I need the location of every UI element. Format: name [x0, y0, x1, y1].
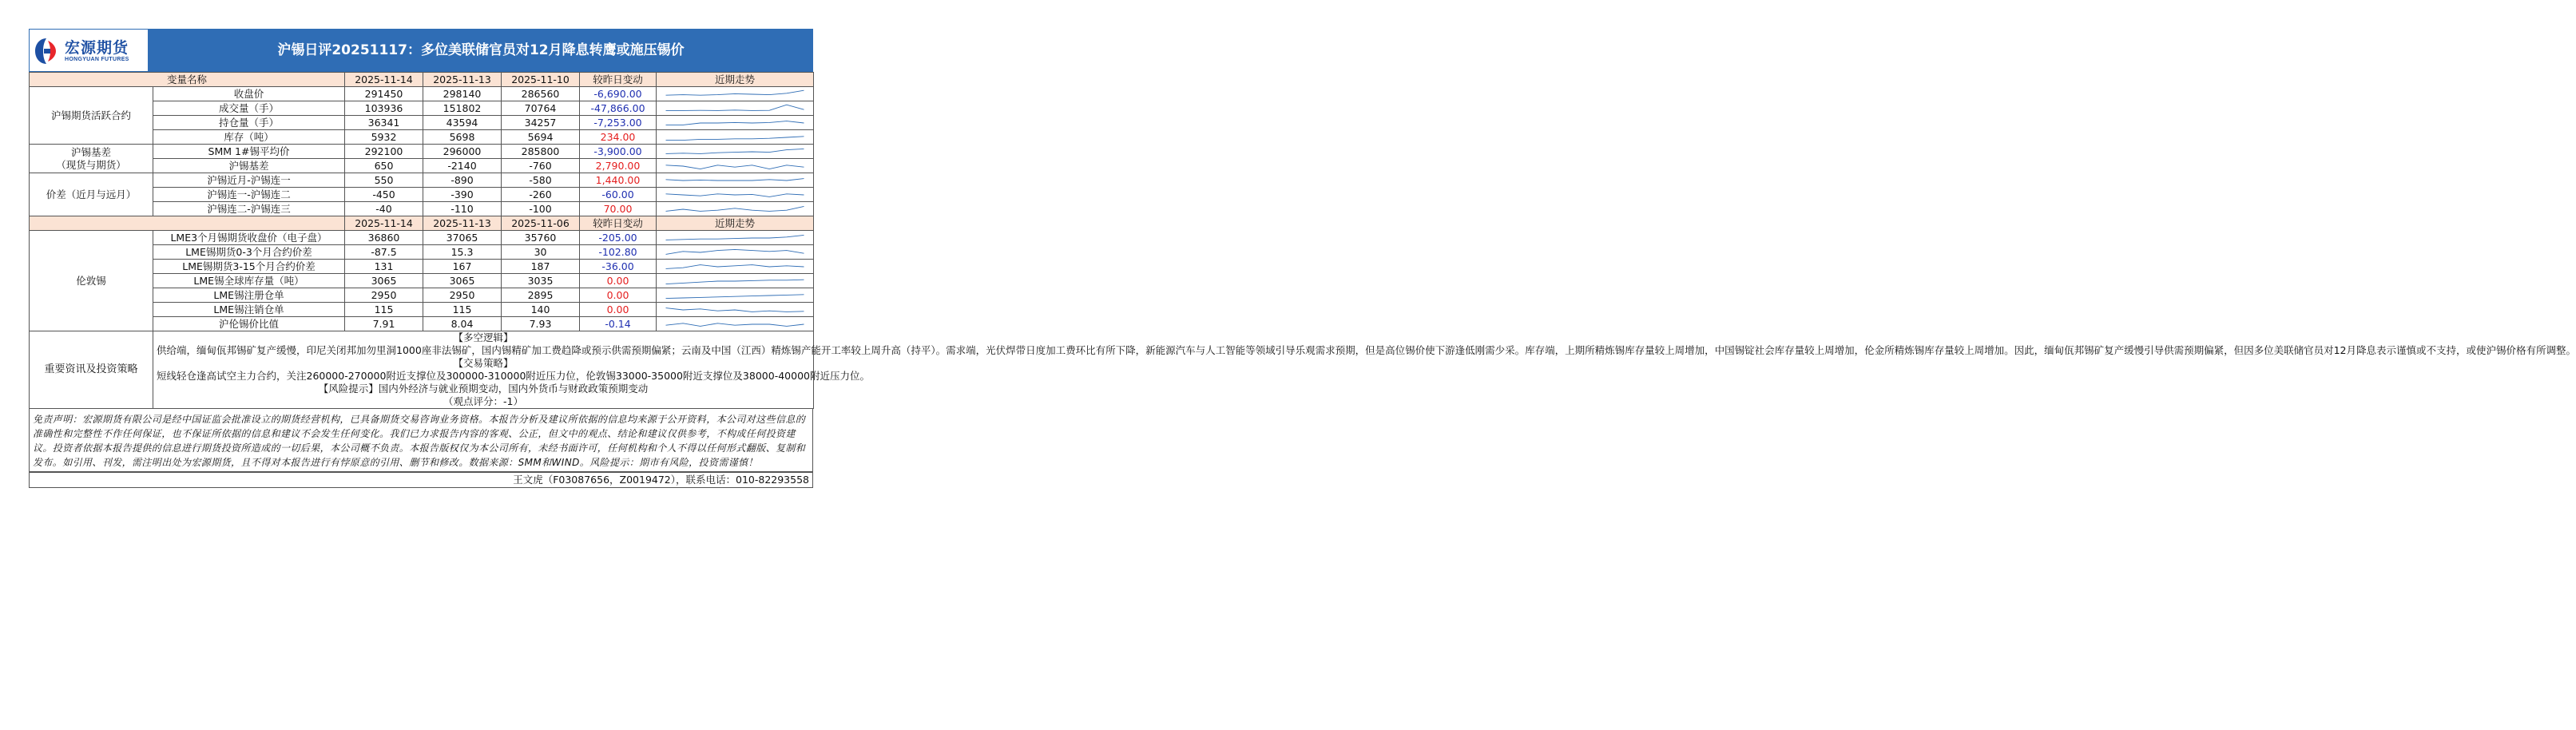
- trend-sparkline: [657, 188, 814, 202]
- data-table-body: [30, 73, 2576, 409]
- value-cell: 8.04: [423, 317, 502, 331]
- column-header-variable: [30, 216, 345, 231]
- sparkline-chart: [660, 304, 810, 316]
- value-cell: -580: [502, 173, 580, 188]
- strategy-line: 短线轻仓逢高试空主力合约，关注260000-270000附近支撑位及300000-310000附近压力位，伦敦锡33000-35000附近支撑位及38000-40000附近压力位。: [157, 370, 870, 382]
- trend-sparkline: [657, 317, 814, 331]
- row-label: 沪锡近月-沪锡连一: [153, 173, 345, 188]
- sparkline-chart: [660, 145, 810, 158]
- value-cell: 36341: [345, 116, 423, 130]
- value-cell: -760: [502, 159, 580, 173]
- sparkline-line: [666, 249, 804, 254]
- value-cell: 103936: [345, 101, 423, 116]
- trend-sparkline: [657, 173, 814, 188]
- column-header: 近期走势: [657, 216, 814, 231]
- value-cell: 2895: [502, 288, 580, 303]
- value-cell: 5932: [345, 130, 423, 145]
- sparkline-chart: [660, 289, 810, 302]
- value-cell: 167: [423, 260, 502, 274]
- change-cell: 1,440.00: [580, 173, 657, 188]
- sparkline-chart: [660, 174, 810, 187]
- trend-sparkline: [657, 288, 814, 303]
- sparkline-chart: [660, 275, 810, 288]
- table-row: [30, 173, 814, 188]
- report-header: [29, 29, 813, 72]
- sparkline-line: [666, 294, 804, 298]
- value-cell: 36860: [345, 231, 423, 245]
- trend-sparkline: [657, 101, 814, 116]
- value-cell: -2140: [423, 159, 502, 173]
- sparkline-line: [666, 149, 804, 153]
- row-label: 成交量（手）: [153, 101, 345, 116]
- value-cell: 3035: [502, 274, 580, 288]
- value-cell: 298140: [423, 87, 502, 101]
- value-cell: -390: [423, 188, 502, 202]
- value-cell: 5694: [502, 130, 580, 145]
- value-cell: 140: [502, 303, 580, 317]
- disclaimer: 免责声明：宏源期货有限公司是经中国证监会批准设立的期货经营机构，已具备期货交易咨询业务资格。本报告分析及建议所依据的信息均来源于公开资料，本公司对这些信息的准确性和完整性不作任何保证，也不保证所依据的信息和建议不会发生任何变化。我们已力求报告内容的客观、公正，但文中的观点、结论和建议仅供参考，不构成任何投资建议。投资者依据本报告提供的信息进行期货投资所造成的一切后果，本公司概不负责。本报告版权仅为本公司所有，未经书面许可，任何机构和个人不得以任何形式翻版、复制和发布。如引用、刊发，需注明出处为宏源期货，且不得对本报告进行有悖原意的引用、删节和修改。数据来源：SMM和WIND。风险提示：期市有风险，投资需谨慎！: [29, 409, 813, 472]
- sparkline-line: [666, 178, 804, 180]
- value-cell: 187: [502, 260, 580, 274]
- value-cell: 34257: [502, 116, 580, 130]
- hongyuan-logo-icon: [34, 38, 58, 65]
- value-cell: 35760: [502, 231, 580, 245]
- sparkline-chart: [660, 117, 810, 129]
- group-label-london: 伦敦锡: [30, 231, 153, 331]
- value-cell: -890: [423, 173, 502, 188]
- logo-text-cn: 宏源期货: [65, 39, 129, 57]
- sparkline-line: [666, 105, 804, 110]
- column-header: 2025-11-06: [502, 216, 580, 231]
- trend-sparkline: [657, 159, 814, 173]
- sparkline-line: [666, 323, 804, 326]
- row-label: 沪锡基差: [153, 159, 345, 173]
- row-label: 沪锡连二-沪锡连三: [153, 202, 345, 216]
- row-label: LME3个月锡期货收盘价（电子盘）: [153, 231, 345, 245]
- report-sheet: [29, 29, 2576, 488]
- sparkline-line: [666, 280, 804, 284]
- trend-sparkline: [657, 130, 814, 145]
- value-cell: 115: [345, 303, 423, 317]
- change-cell: 234.00: [580, 130, 657, 145]
- sparkline-line: [666, 307, 804, 311]
- change-cell: 0.00: [580, 274, 657, 288]
- table-row: [30, 87, 814, 101]
- trend-sparkline: [657, 303, 814, 317]
- sparkline-line: [666, 193, 804, 196]
- trend-sparkline: [657, 87, 814, 101]
- section-header-row: [30, 216, 814, 231]
- value-cell: 550: [345, 173, 423, 188]
- group-label-active: 沪锡期货活跃合约: [30, 87, 153, 145]
- sparkline-line: [666, 206, 804, 211]
- value-cell: 291450: [345, 87, 423, 101]
- value-cell: 7.91: [345, 317, 423, 331]
- sparkline-line: [666, 136, 804, 140]
- data-table: [29, 72, 2576, 409]
- sparkline-chart: [660, 318, 810, 331]
- trend-sparkline: [657, 145, 814, 159]
- value-cell: 2950: [345, 288, 423, 303]
- sparkline-chart: [660, 102, 810, 115]
- strategy-line: 供给端，缅甸佤邦锡矿复产缓慢，印尼关闭邦加勿里洞1000座非法锡矿，国内锡精矿加工费趋降或预示供需预期偏紧；云南及中国（江西）精炼锡产能开工率较上周升高（持平）。需求端，光伏焊带日度加工费环比有所下降，新能源汽车与人工智能等领域引导乐观需求预期，但是高位锡价使下游逢低刚需少采。库存端，上期所精炼锡库存量较上周增加，中国锡锭社会库存量较上周增加，伦金所精炼锡库存量较上周增加。因此，缅甸佤邦锡矿复产缓慢引导供需预期偏紧，但因多位美联储官员对12月降息表示谨慎或不支持，或使沪锡价格有所调整。: [157, 344, 2576, 356]
- row-label: LME锡注销仓单: [153, 303, 345, 317]
- value-cell: -260: [502, 188, 580, 202]
- value-cell: 37065: [423, 231, 502, 245]
- trend-sparkline: [657, 260, 814, 274]
- value-cell: 3065: [345, 274, 423, 288]
- sparkline-chart: [660, 188, 810, 201]
- sparkline-chart: [660, 131, 810, 144]
- row-label: 沪伦锡价比值: [153, 317, 345, 331]
- trend-sparkline: [657, 274, 814, 288]
- strategy-line: 【交易策略】: [453, 357, 514, 369]
- change-cell: -7,253.00: [580, 116, 657, 130]
- column-header: 较昨日变动: [580, 216, 657, 231]
- column-header: 2025-11-14: [345, 73, 423, 87]
- group-label-basis: 沪锡基差 （现货与期货）: [30, 145, 153, 173]
- column-header: 近期走势: [657, 73, 814, 87]
- sparkline-chart: [660, 246, 810, 259]
- sparkline-chart: [660, 203, 810, 216]
- strategy-content: [153, 331, 2576, 409]
- value-cell: 292100: [345, 145, 423, 159]
- change-cell: 2,790.00: [580, 159, 657, 173]
- change-cell: -47,866.00: [580, 101, 657, 116]
- value-cell: 7.93: [502, 317, 580, 331]
- sparkline-line: [666, 235, 804, 240]
- change-cell: 70.00: [580, 202, 657, 216]
- sparkline-chart: [660, 232, 810, 244]
- change-cell: -36.00: [580, 260, 657, 274]
- sparkline-line: [666, 90, 804, 95]
- row-label: LME锡期货0-3个月合约价差: [153, 245, 345, 260]
- value-cell: 3065: [423, 274, 502, 288]
- row-label: LME锡期货3-15个月合约价差: [153, 260, 345, 274]
- value-cell: -40: [345, 202, 423, 216]
- row-label: LME锡全球库存量（吨）: [153, 274, 345, 288]
- row-label: SMM 1#锡平均价: [153, 145, 345, 159]
- value-cell: 15.3: [423, 245, 502, 260]
- change-cell: 0.00: [580, 303, 657, 317]
- value-cell: 30: [502, 245, 580, 260]
- change-cell: -3,900.00: [580, 145, 657, 159]
- sparkline-line: [666, 165, 804, 169]
- change-cell: -102.80: [580, 245, 657, 260]
- value-cell: 650: [345, 159, 423, 173]
- sparkline-line: [666, 121, 804, 125]
- row-label: 沪锡连一-沪锡连二: [153, 188, 345, 202]
- strategy-label: 重要资讯及投资策略: [30, 331, 153, 409]
- strategy-line: 【风险提示】国内外经济与就业预期变动，国内外货币与财政政策预期变动: [318, 383, 649, 395]
- value-cell: 131: [345, 260, 423, 274]
- change-cell: 0.00: [580, 288, 657, 303]
- sparkline-chart: [660, 88, 810, 101]
- value-cell: 5698: [423, 130, 502, 145]
- change-cell: -0.14: [580, 317, 657, 331]
- analyst-contact: 王文虎（F03087656，Z0019472），联系电话：010-82293558: [29, 472, 813, 488]
- change-cell: -6,690.00: [580, 87, 657, 101]
- value-cell: -110: [423, 202, 502, 216]
- trend-sparkline: [657, 116, 814, 130]
- value-cell: 2950: [423, 288, 502, 303]
- value-cell: 115: [423, 303, 502, 317]
- value-cell: -100: [502, 202, 580, 216]
- company-logo: [29, 29, 149, 72]
- strategy-line: 【多空逻辑】: [453, 331, 514, 343]
- strategy-line: （观点评分：-1）: [443, 395, 523, 407]
- column-header: 2025-11-14: [345, 216, 423, 231]
- trend-sparkline: [657, 202, 814, 216]
- value-cell: 286560: [502, 87, 580, 101]
- column-header: 较昨日变动: [580, 73, 657, 87]
- trend-sparkline: [657, 245, 814, 260]
- value-cell: 285800: [502, 145, 580, 159]
- column-header-variable: 变量名称: [30, 73, 345, 87]
- column-header: 2025-11-10: [502, 73, 580, 87]
- row-label: 收盘价: [153, 87, 345, 101]
- sparkline-chart: [660, 260, 810, 273]
- sparkline-chart: [660, 160, 810, 173]
- sparkline-line: [666, 264, 804, 268]
- value-cell: -87.5: [345, 245, 423, 260]
- row-label: LME锡注册仓单: [153, 288, 345, 303]
- report-title: 沪锡日评20251117：多位美联储官员对12月降息转鹰或施压锡价: [277, 42, 685, 58]
- value-cell: 151802: [423, 101, 502, 116]
- value-cell: -450: [345, 188, 423, 202]
- section-header-row: [30, 73, 814, 87]
- change-cell: -60.00: [580, 188, 657, 202]
- group-label-spread: 价差（近月与远月）: [30, 173, 153, 216]
- value-cell: 296000: [423, 145, 502, 159]
- strategy-row: [30, 331, 814, 409]
- column-header: 2025-11-13: [423, 216, 502, 231]
- value-cell: 43594: [423, 116, 502, 130]
- logo-text-en: HONGYUAN FUTURES: [65, 57, 129, 62]
- table-row: [30, 145, 814, 159]
- value-cell: 70764: [502, 101, 580, 116]
- row-label: 库存（吨）: [153, 130, 345, 145]
- column-header: 2025-11-13: [423, 73, 502, 87]
- row-label: 持仓量（手）: [153, 116, 345, 130]
- trend-sparkline: [657, 231, 814, 245]
- table-row: [30, 231, 814, 245]
- change-cell: -205.00: [580, 231, 657, 245]
